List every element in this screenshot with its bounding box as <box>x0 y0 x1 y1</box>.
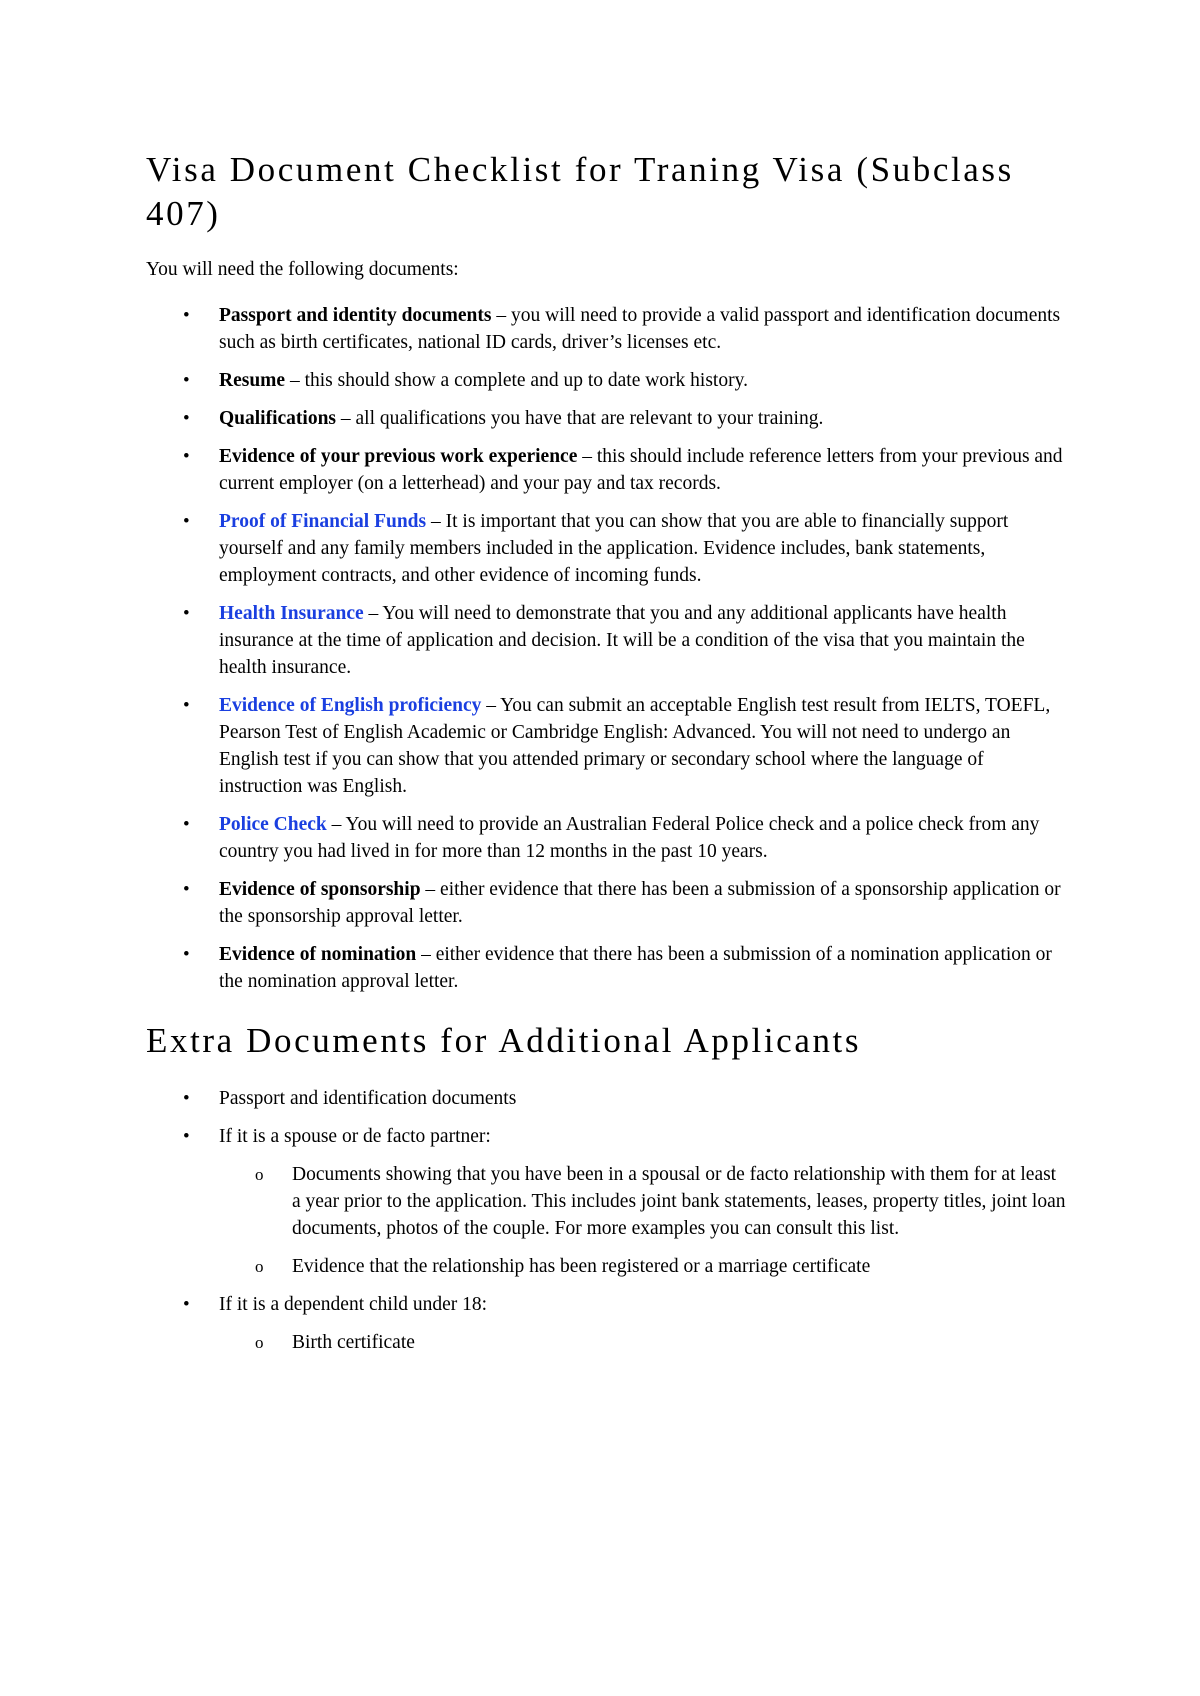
item-text: – this should show a complete and up to date work history. <box>285 370 748 391</box>
extra-documents-heading: Extra Documents for Additional Applicants <box>146 1021 862 1060</box>
item-text: If it is a dependent child under 18: <box>219 1294 488 1315</box>
item-text: Passport and identification documents <box>219 1088 517 1109</box>
list-item-child <box>146 1291 1066 1356</box>
item-label: Evidence of sponsorship <box>219 879 421 900</box>
item-text: – You will need to provide an Australian Federal Police check and a police check from any country you had lived in for more than 12 months in the past 10 years. <box>219 814 1040 862</box>
document-page <box>146 148 1066 1367</box>
extra-documents-list <box>146 1085 1066 1356</box>
item-text: – You will need to demonstrate that you and any additional applicants have health insurance at the time of application and decision. It will be a condition of the visa that you maintain the health insurance. <box>219 603 1025 678</box>
list-item-english-proficiency <box>146 692 1066 800</box>
item-text: – either evidence that there has been a submission of a nomination application or the nomination approval letter. <box>219 944 1052 992</box>
police-check-link[interactable]: Police Check <box>219 814 327 835</box>
list-item-spouse <box>146 1123 1066 1280</box>
spouse-sublist <box>219 1161 1066 1280</box>
list-item-nomination <box>146 941 1066 995</box>
item-label: Evidence of nomination <box>219 944 417 965</box>
list-item-passport <box>146 302 1066 356</box>
item-text: – It is important that you can show that you are able to financially support yourself and any family members included in the application. Evidence includes, bank statements, employment contracts, and other evidence of incoming funds. <box>219 511 1009 586</box>
list-item-sponsorship <box>146 876 1066 930</box>
required-documents-list <box>146 302 1066 995</box>
item-label: Evidence of your previous work experience <box>219 446 578 467</box>
list-item-financial-funds <box>146 508 1066 589</box>
sublist-item: o Evidence that the relationship has been registered or a marriage certificate <box>219 1253 1066 1280</box>
item-label: Qualifications <box>219 408 337 429</box>
health-insurance-link[interactable]: Health Insurance <box>219 603 364 624</box>
list-item-police-check <box>146 811 1066 865</box>
list-item-qualifications <box>146 405 1066 432</box>
intro-text: You will need the following documents: <box>146 259 459 280</box>
english-proficiency-link[interactable]: Evidence of English proficiency <box>219 695 482 716</box>
item-label: Resume <box>219 370 286 391</box>
list-item-extra-passport <box>146 1085 1066 1112</box>
list-item-health-insurance <box>146 600 1066 681</box>
list-item-work-experience <box>146 443 1066 497</box>
sublist-item: o Birth certificate <box>219 1329 1066 1356</box>
item-text: – either evidence that there has been a submission of a sponsorship application or the sponsorship approval letter. <box>219 879 1061 927</box>
item-text: – this should include reference letters from your previous and current employer (on a letterhead) and your pay and tax records. <box>219 446 1063 494</box>
item-text: If it is a spouse or de facto partner: <box>219 1126 491 1147</box>
financial-funds-link[interactable]: Proof of Financial Funds <box>219 511 427 532</box>
list-item-resume <box>146 367 1066 394</box>
item-text: – all qualifications you have that are relevant to your training. <box>336 408 824 429</box>
child-sublist <box>219 1329 1066 1356</box>
item-text: – you will need to provide a valid passport and identification documents such as birth certificates, national ID cards, driver’s licenses etc. <box>219 305 1061 353</box>
page-title: Visa Document Checklist for Traning Visa (Subclass 407) <box>146 150 1014 233</box>
sublist-item: o Documents showing that you have been in a spousal or de facto relationship with them for at least a year prior to the application. This includes joint bank statements, leases, property titles, joint loan documents, photos of the couple. For more examples you can consult this list. <box>219 1161 1066 1242</box>
item-label: Passport and identity documents <box>219 305 492 326</box>
item-text: – You can submit an acceptable English test result from IELTS, TOEFL, Pearson Test of English Academic or Cambridge English: Advanced. You will not need to undergo an English test if you can show that you attended primary or secondary school where the language of instruction was English. <box>219 695 1051 797</box>
